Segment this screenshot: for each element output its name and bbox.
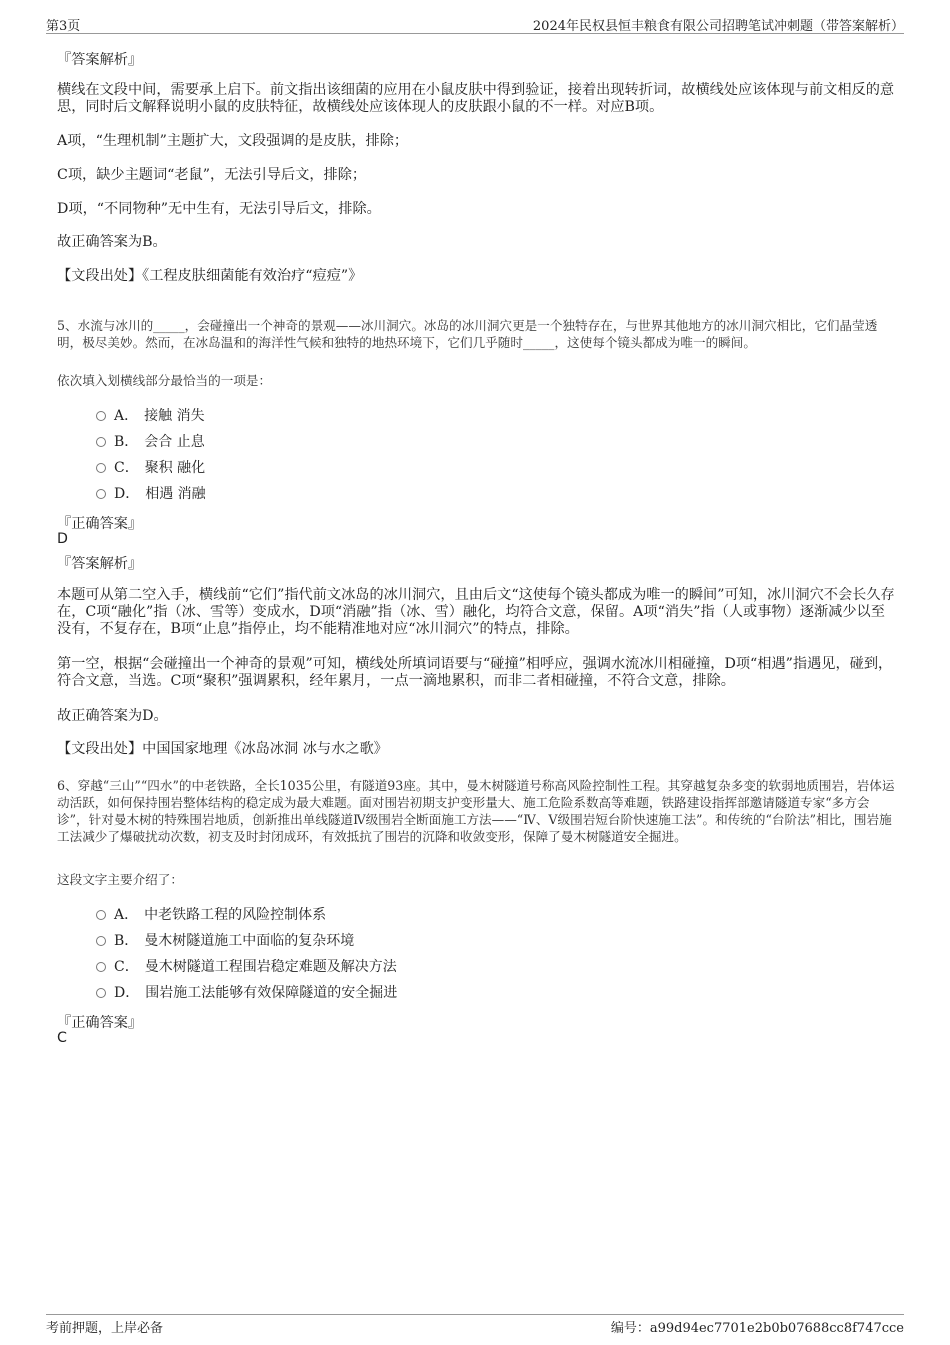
- radio-icon[interactable]: [96, 489, 106, 499]
- radio-icon[interactable]: [96, 988, 106, 998]
- q4-analysis-p3: C项，缺少主题词“老鼠”，无法引导后文，排除；: [57, 167, 367, 183]
- q5-option-d[interactable]: D． 相遇 消融: [96, 485, 206, 503]
- q4-analysis-p2: A项，“生理机制”主题扩大，文段强调的是皮肤，排除；: [57, 133, 409, 149]
- q6-answer: C: [57, 1030, 67, 1046]
- q5-option-b[interactable]: B． 会合 止息: [96, 433, 205, 451]
- q4-analysis-p4: D项，“不同物种”无中生有，无法引导后文，排除。: [57, 201, 381, 217]
- page-number: 第3页: [46, 19, 81, 34]
- q5-answer-label: 『正确答案』: [57, 516, 143, 532]
- q5-option-a[interactable]: A． 接触 消失: [96, 407, 205, 425]
- q6-option-a[interactable]: A． 中老铁路工程的风险控制体系: [96, 906, 326, 924]
- radio-icon[interactable]: [96, 910, 106, 920]
- q5-analysis-p2: 第一空，根据“会碰撞出一个神奇的景观”可知，横线处所填词语要与“碰撞”相呼应，强调水流冰川相碰撞，D项“相遇”指遇见，碰到，符合文意，当选。C项“聚积”强调累积，经年累月，一点一滴地累积，而非二者相碰撞，不符合文意，排除。: [57, 656, 893, 689]
- footer-slogan: 考前押题，上岸必备: [46, 1321, 164, 1336]
- q4-analysis-p1: 横线在文段中间，需要承上启下。前文指出该细菌的应用在小鼠皮肤中得到验证，接着出现转折词，故横线处应该体现与前文相反的意思，同时后文解释说明小鼠的皮肤特征，故横线处应该体现人的皮肤跟小鼠的不一样。对应B项。: [57, 82, 895, 115]
- q6-option-d[interactable]: D． 围岩施工法能够有效保障隧道的安全掘进: [96, 984, 397, 1002]
- q5-source: 【文段出处】中国国家地理《冰岛冰洞 冰与水之歌》: [57, 741, 388, 757]
- q5-stem: 5、水流与冰川的_____，会碰撞出一个神奇的景观——冰川洞穴。冰岛的冰川洞穴更是一个独特存在，与世界其他地方的冰川洞穴相比，它们晶莹透明，极尽美妙。然而，在冰岛温和的海洋性气候和独特的地热环境下，它们几乎随时_____，这使每个镜头都成为唯一的瞬间。: [57, 318, 878, 350]
- document-id: 编号：a99d94ec7701e2b0b07688cc8f747cce: [610, 1321, 904, 1336]
- q4-analysis-p5: 故正确答案为B。: [57, 234, 167, 250]
- q6-prompt: 这段文字主要介绍了：: [57, 872, 183, 887]
- q6-stem: 6、穿越“三山”“四水”的中老铁路，全长1035公里，有隧道93座。其中，曼木树隧道号称高风险控制性工程。其穿越复杂多变的软弱地质围岩，岩体运动活跃，如何保持围岩整体结构的稳定成为最大难题。面对围岩初期支护变形量大、施工危险系数高等难题，铁路建设指挥部邀请隧道专家“多方会诊”，针对曼木树的特殊围岩地质，创新推出单线隧道Ⅳ级围岩全断面施工方法——“Ⅳ、Ⅴ级围岩短台阶快速施工法”。和传统的“台阶法”相比，围岩施工法减少了爆破扰动次数，初支及时封闭成环，有效抵抗了围岩的沉降和收敛变形，保障了曼木树隧道安全掘进。: [57, 778, 895, 844]
- document-title: 2024年民权县恒丰粮食有限公司招聘笔试冲刺题（带答案解析）: [532, 19, 904, 34]
- radio-icon[interactable]: [96, 962, 106, 972]
- radio-icon[interactable]: [96, 437, 106, 447]
- q5-analysis-p1: 本题可从第二空入手，横线前“它们”指代前文冰岛的冰川洞穴，且由后文“这使每个镜头都成为唯一的瞬间”可知，冰川洞穴不会长久存在，C项“融化”指（冰、雪等）变成水，D项“消融”指（冰、雪）融化，均符合文意，保留。A项“消失”指（人或事物）逐渐减少以至没有，不复存在，B项“止息”指停止，均不能精准地对应“冰川洞穴”的特点，排除。: [57, 587, 895, 637]
- q5-analysis-p3: 故正确答案为D。: [57, 708, 168, 724]
- radio-icon[interactable]: [96, 463, 106, 473]
- q4-analysis-label: 『答案解析』: [57, 52, 143, 68]
- q6-option-b[interactable]: B． 曼木树隧道施工中面临的复杂环境: [96, 932, 354, 950]
- radio-icon[interactable]: [96, 411, 106, 421]
- page-footer: [46, 1314, 904, 1335]
- q4-source: 【文段出处】《工程皮肤细菌能有效治疗“痘痘”》: [57, 268, 363, 284]
- q5-option-c[interactable]: C． 聚积 融化: [96, 459, 205, 477]
- q5-prompt: 依次填入划横线部分最恰当的一项是：: [57, 373, 272, 388]
- q5-analysis-label: 『答案解析』: [57, 556, 143, 572]
- q6-option-c[interactable]: C． 曼木树隧道工程围岩稳定难题及解决方法: [96, 958, 397, 976]
- radio-icon[interactable]: [96, 936, 106, 946]
- q5-answer: D: [57, 531, 68, 547]
- q6-answer-label: 『正确答案』: [57, 1015, 143, 1031]
- page-header: [46, 13, 904, 34]
